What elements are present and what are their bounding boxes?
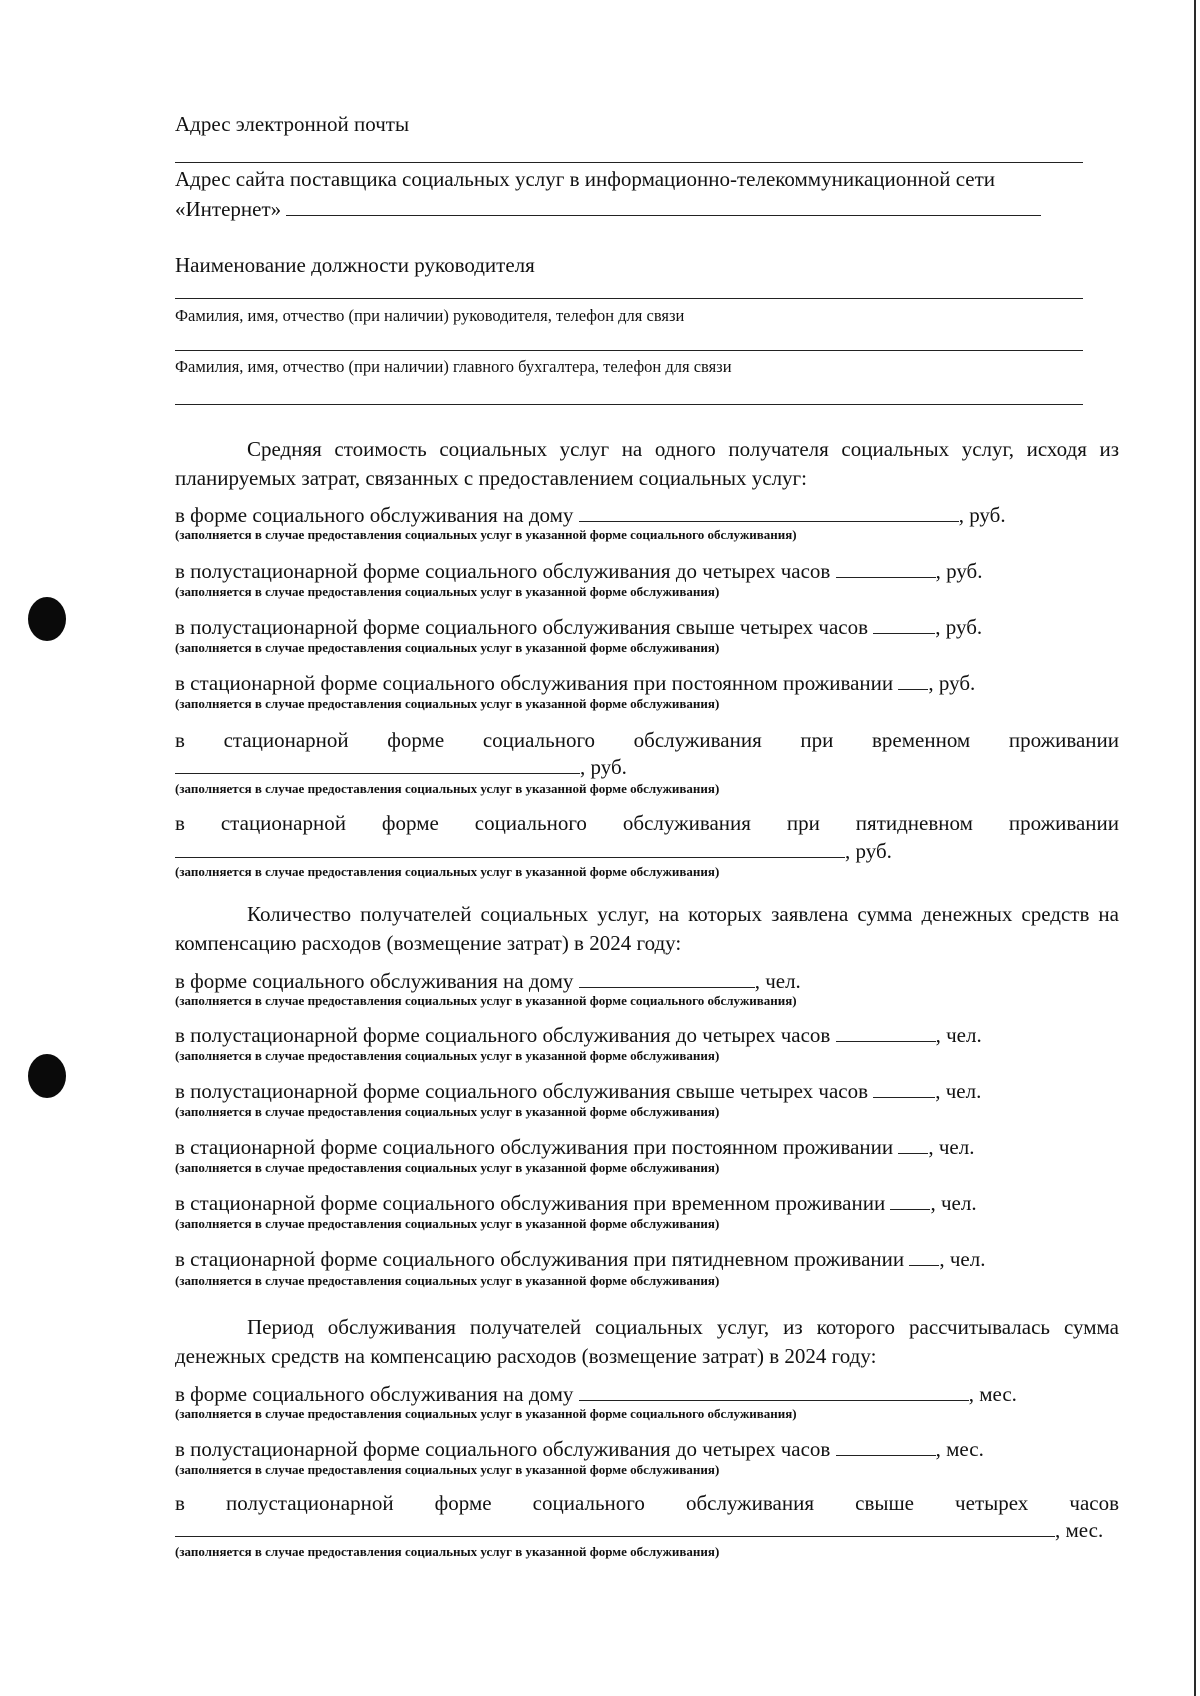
website-label: Адрес сайта поставщика социальных услуг в информационно-телекоммуникационной сети — [175, 167, 996, 191]
fill-hint: (заполняется в случае предоставления социальных услуг в указанной форме обслуживания) — [175, 1216, 720, 1231]
cost-field[interactable] — [873, 615, 935, 634]
website-label-line2 — [175, 196, 1041, 222]
accountant-field[interactable] — [175, 404, 1083, 405]
cost-field[interactable] — [175, 755, 580, 774]
website-field[interactable] — [286, 197, 1041, 216]
period-item: в полустационарной форме социального обслуживания до четырех часов , мес. — [175, 1437, 984, 1461]
period-section-intro: Период обслуживания получателей социальных услуг, из которого рассчитывалась сумма денежных средств на компенсацию расходов (возмещение затрат) в 2024 году: — [175, 1315, 1119, 1368]
cost-item: в форме социального обслуживания на дому , руб. — [175, 503, 1006, 527]
count-item: в полустационарной форме социального обслуживания свыше четырех часов , чел. — [175, 1079, 982, 1103]
cost-item: в стационарной форме социального обслуживания при пятидневном проживании — [175, 811, 1119, 835]
period-field[interactable] — [579, 1382, 969, 1401]
director-label: Фамилия, имя, отчество (при наличии) руководителя, телефон для связи — [175, 306, 685, 325]
period-item: в полустационарной форме социального обслуживания свыше четырех часов — [175, 1491, 1119, 1515]
accountant-label: Фамилия, имя, отчество (при наличии) главного бухгалтера, телефон для связи — [175, 357, 732, 376]
count-field[interactable] — [890, 1191, 930, 1210]
fill-hint: (заполняется в случае предоставления социальных услуг в указанной форме обслуживания) — [175, 696, 720, 711]
punch-hole-top — [28, 597, 66, 641]
count-field[interactable] — [909, 1247, 939, 1266]
count-field[interactable] — [873, 1079, 935, 1098]
period-field[interactable] — [836, 1437, 936, 1456]
fill-hint: (заполняется в случае предоставления социальных услуг в указанной форме обслуживания) — [175, 1462, 720, 1477]
cost-item-continuation: , руб. — [175, 838, 892, 864]
count-item: в стационарной форме социального обслуживания при временном проживании , чел. — [175, 1191, 977, 1215]
fill-hint: (заполняется в случае предоставления социальных услуг в указанной форме социального обслуживания) — [175, 527, 797, 542]
period-field[interactable] — [175, 1518, 1055, 1537]
count-item: в полустационарной форме социального обслуживания до четырех часов , чел. — [175, 1023, 982, 1047]
fill-hint: (заполняется в случае предоставления социальных услуг в указанной форме обслуживания) — [175, 640, 720, 655]
punch-hole-bottom — [28, 1054, 66, 1098]
count-section-intro: Количество получателей социальных услуг, на которых заявлена сумма денежных средств на компенсацию расходов (возмещение затрат) в 2024 году: — [175, 902, 1119, 955]
fill-hint: (заполняется в случае предоставления социальных услуг в указанной форме обслуживания) — [175, 781, 720, 796]
cost-field[interactable] — [579, 503, 959, 522]
scan-page-edge — [1194, 0, 1196, 1696]
count-field[interactable] — [836, 1023, 936, 1042]
period-item-continuation: , мес. — [175, 1517, 1103, 1543]
count-item: в стационарной форме социального обслуживания при пятидневном проживании , чел. — [175, 1247, 986, 1271]
cost-item: в полустационарной форме социального обслуживания до четырех часов , руб. — [175, 559, 983, 583]
count-field[interactable] — [898, 1135, 928, 1154]
cost-field[interactable] — [898, 671, 928, 690]
fill-hint: (заполняется в случае предоставления социальных услуг в указанной форме обслуживания) — [175, 584, 720, 599]
period-item: в форме социального обслуживания на дому , мес. — [175, 1382, 1017, 1406]
cost-item: в стационарной форме социального обслуживания при постоянном проживании , руб. — [175, 671, 976, 695]
fill-hint: (заполняется в случае предоставления социальных услуг в указанной форме обслуживания) — [175, 1048, 720, 1063]
fill-hint: (заполняется в случае предоставления социальных услуг в указанной форме социального обслуживания) — [175, 993, 797, 1008]
count-item: в стационарной форме социального обслуживания при постоянном проживании , чел. — [175, 1135, 975, 1159]
cost-section-intro: Средняя стоимость социальных услуг на одного получателя социальных услуг, исходя из планируемых затрат, связанных с предоставлением социальных услуг: — [175, 437, 1119, 490]
email-label: Адрес электронной почты — [175, 112, 410, 136]
fill-hint: (заполняется в случае предоставления социальных услуг в указанной форме обслуживания) — [175, 864, 720, 879]
fill-hint: (заполняется в случае предоставления социальных услуг в указанной форме обслуживания) — [175, 1273, 720, 1288]
cost-item: в полустационарной форме социального обслуживания свыше четырех часов , руб. — [175, 615, 983, 639]
email-field[interactable] — [175, 162, 1083, 163]
fill-hint: (заполняется в случае предоставления социальных услуг в указанной форме обслуживания) — [175, 1544, 720, 1559]
fill-hint: (заполняется в случае предоставления социальных услуг в указанной форме обслуживания) — [175, 1160, 720, 1175]
cost-item-continuation: , руб. — [175, 754, 627, 780]
count-field[interactable] — [579, 969, 755, 988]
count-item: в форме социального обслуживания на дому , чел. — [175, 969, 801, 993]
cost-field[interactable] — [836, 559, 936, 578]
position-field[interactable] — [175, 298, 1083, 299]
position-label: Наименование должности руководителя — [175, 253, 535, 277]
cost-field[interactable] — [175, 839, 845, 858]
cost-item: в стационарной форме социального обслуживания при временном проживании — [175, 728, 1119, 752]
fill-hint: (заполняется в случае предоставления социальных услуг в указанной форме социального обслуживания) — [175, 1406, 797, 1421]
website-label-text: «Интернет» — [175, 197, 282, 221]
fill-hint: (заполняется в случае предоставления социальных услуг в указанной форме обслуживания) — [175, 1104, 720, 1119]
director-field[interactable] — [175, 350, 1083, 351]
